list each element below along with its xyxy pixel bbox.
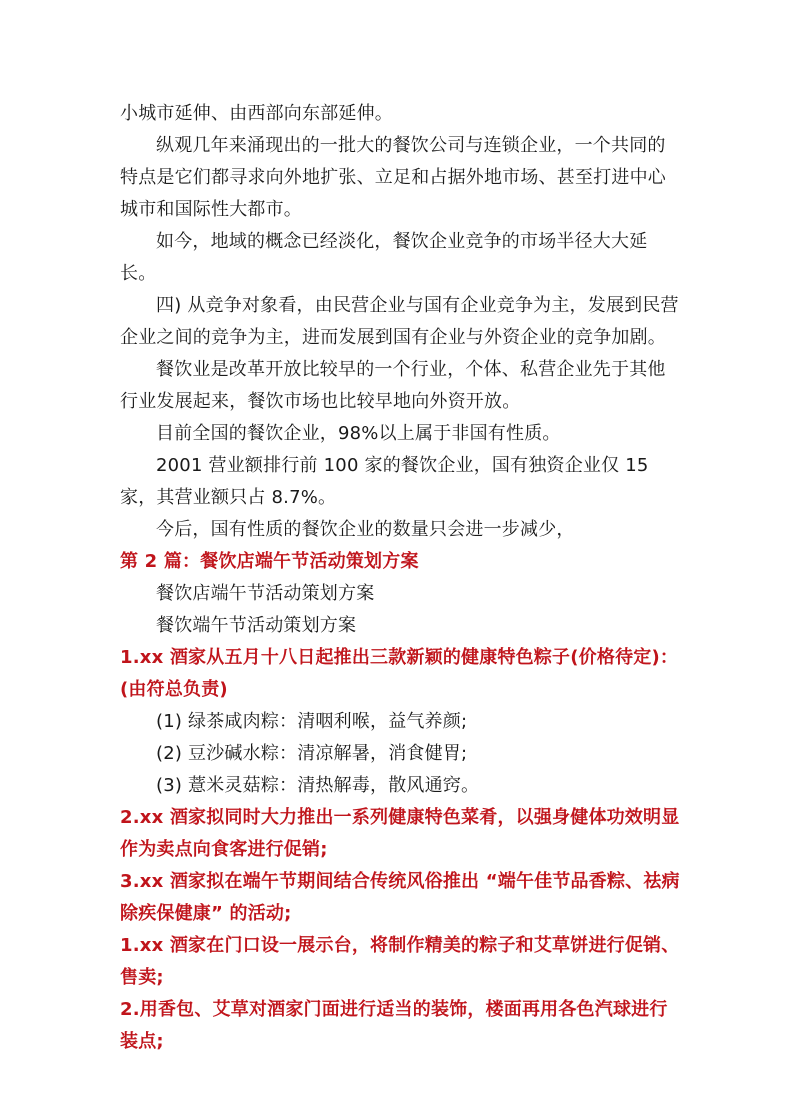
plan-item-1: 1.xx 酒家从五月十八日起推出三款新颖的健康特色粽子(价格待定)：(由符总负责) (120, 647, 679, 700)
subtitle-1: 餐饮店端午节活动策划方案 (156, 583, 375, 604)
paragraph-6: 目前全国的餐饮企业，98%以上属于非国有性质。 (156, 423, 561, 444)
plan-item-2: 2.xx 酒家拟同时大力推出一系列健康特色菜肴，以强身健体功效明显作为卖点向食客进行促销; (120, 807, 680, 860)
activity-item-1: 1.xx 酒家在门口设一展示台，将制作精美的粽子和艾草饼进行促销、售卖; (120, 935, 680, 988)
activity-item-2: 2.用香包、艾草对酒家门面进行适当的装饰，楼面再用各色汽球进行装点; (120, 999, 668, 1052)
subtitle-2: 餐饮端午节活动策划方案 (156, 615, 357, 636)
zongzi-item-3: (3) 薏米灵菇粽：清热解毒，散风通窍。 (156, 775, 480, 796)
zongzi-item-1: (1) 绿茶咸肉粽：清咽利喉，益气养颜; (156, 711, 468, 732)
paragraph-4: 四) 从竞争对象看，由民营企业与国有企业竞争为主，发展到民营企业之间的竞争为主，进而发展到国有企业与外资企业的竞争加剧。 (120, 295, 679, 348)
paragraph-5: 餐饮业是改革开放比较早的一个行业，个体、私营企业先于其他行业发展起来，餐饮市场也比较早地向外资开放。 (120, 359, 666, 412)
paragraph-1: 小城市延伸、由西部向东部延伸。 (120, 103, 393, 124)
paragraph-2: 纵观几年来涌现出的一批大的餐饮公司与连锁企业，一个共同的特点是它们都寻求向外地扩张、立足和占据外地市场、甚至打进中心城市和国际性大都市。 (120, 135, 666, 220)
plan-item-3: 3.xx 酒家拟在端午节期间结合传统风俗推出 “端午佳节品香粽、祛病除疾保健康” 的活动; (120, 871, 680, 924)
section-heading: 第 2 篇：餐饮店端午节活动策划方案 (120, 551, 419, 572)
document-body (120, 98, 680, 1058)
paragraph-3: 如今，地域的概念已经淡化，餐饮企业竞争的市场半径大大延长。 (120, 231, 648, 284)
zongzi-item-2: (2) 豆沙碱水粽：清凉解暑，消食健胃; (156, 743, 468, 764)
paragraph-8: 今后，国有性质的餐饮企业的数量只会进一步减少， (156, 519, 575, 540)
paragraph-7: 2001 营业额排行前 100 家的餐饮企业，国有独资企业仅 15 家，其营业额只占 8.7%。 (120, 455, 649, 508)
